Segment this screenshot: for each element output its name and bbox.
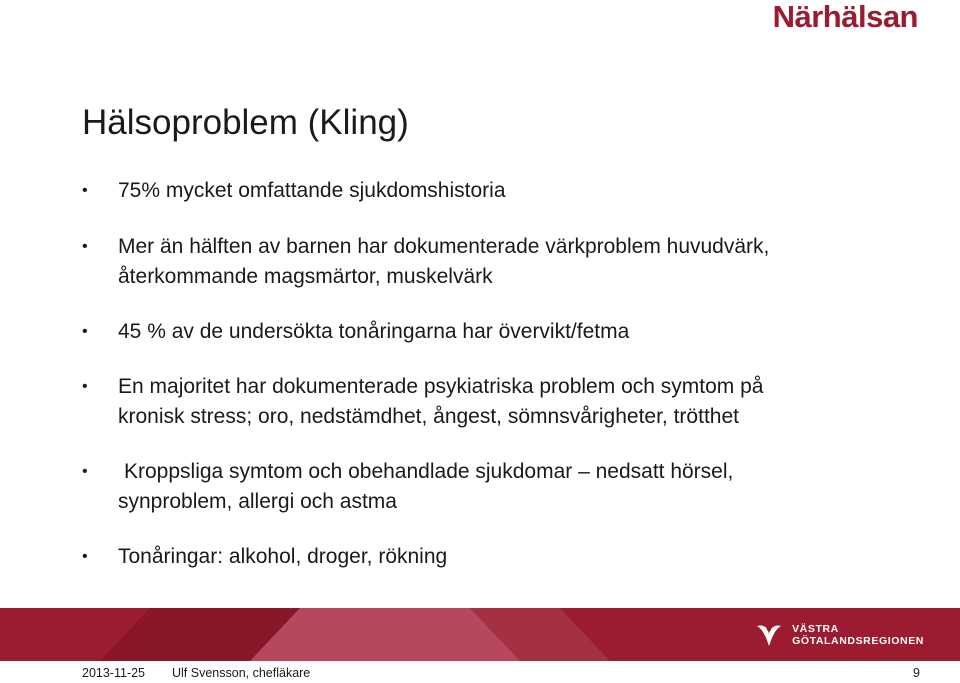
bullet-dot-icon: • bbox=[82, 463, 88, 480]
bullet-item bbox=[82, 232, 902, 292]
bullet-text: kronisk stress; oro, nedstämdhet, ångest, sömnsvårigheter, trötthet bbox=[118, 405, 739, 428]
bullet-item bbox=[82, 372, 902, 432]
bullet-text: 45 % av de undersökta tonåringarna har övervikt/fetma bbox=[118, 320, 630, 343]
vgr-logo bbox=[754, 616, 924, 654]
bullet-dot-icon: • bbox=[82, 182, 88, 199]
bullet-item bbox=[82, 542, 902, 572]
bullet-dot-icon: • bbox=[82, 548, 88, 565]
bullet-dot-icon: • bbox=[82, 238, 88, 255]
bullet-text: Tonåringar: alkohol, droger, rökning bbox=[118, 545, 448, 568]
bullet-text: En majoritet har dokumenterade psykiatriska problem och symtom på bbox=[118, 375, 764, 398]
bullet-text: Kroppsliga symtom och obehandlade sjukdomar – nedsatt hörsel, bbox=[124, 460, 734, 483]
footer-date: 2013-11-25 bbox=[82, 666, 146, 680]
logo-line-1: VÄSTRA bbox=[792, 623, 839, 635]
slide-title: Hälsoproblem (Kling) bbox=[82, 103, 409, 142]
bullet-text: synproblem, allergi och astma bbox=[118, 490, 397, 513]
footer-info bbox=[0, 661, 960, 681]
bullet-text: återkommande magsmärtor, muskelvärk bbox=[118, 265, 493, 288]
brand-logo-text: Närhälsan bbox=[772, 0, 918, 34]
bullet-dot-icon: • bbox=[82, 378, 88, 395]
logo-line-2: GÖTALANDSREGIONEN bbox=[792, 635, 924, 647]
footer-author: Ulf Svensson, chefläkare bbox=[172, 666, 311, 680]
bullet-item bbox=[82, 317, 902, 347]
bullet-list bbox=[82, 176, 902, 597]
vgr-swirl-icon bbox=[754, 620, 784, 650]
page-number: 9 bbox=[913, 666, 920, 680]
bullet-item bbox=[82, 457, 902, 517]
vgr-logo-text bbox=[792, 623, 924, 647]
bullet-item bbox=[82, 176, 902, 206]
bullet-text: Mer än hälften av barnen har dokumenterade värkproblem huvudvärk, bbox=[118, 235, 770, 258]
bullet-text: 75% mycket omfattande sjukdomshistoria bbox=[118, 179, 506, 202]
bullet-dot-icon: • bbox=[82, 323, 88, 340]
